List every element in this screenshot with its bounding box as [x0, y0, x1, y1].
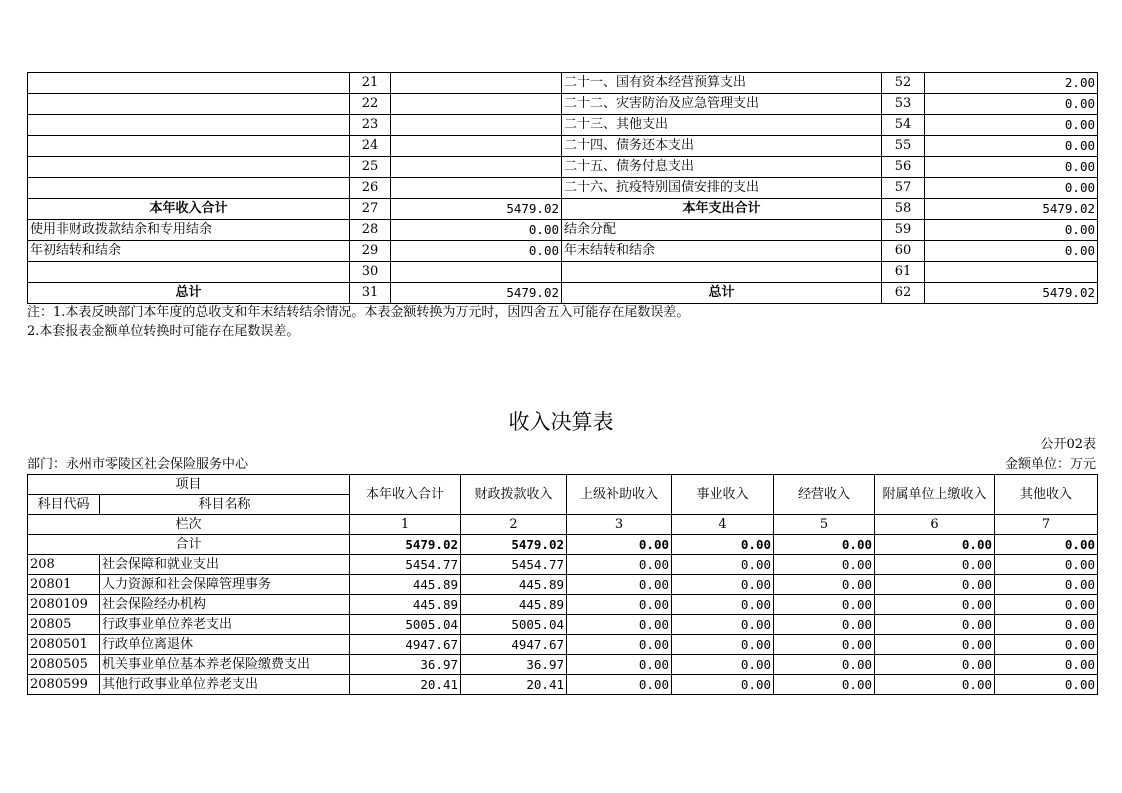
total-value: 0.00 — [672, 535, 774, 555]
summary-left-value: 5479.02 — [391, 199, 562, 220]
amount-cell: 0.00 — [774, 555, 875, 575]
summary-right-value: 0.00 — [925, 157, 1098, 178]
amount-cell: 0.00 — [995, 615, 1098, 635]
summary-right-value: 5479.02 — [925, 199, 1098, 220]
amount-cell: 0.00 — [875, 595, 995, 615]
summary-left-value — [391, 178, 562, 199]
summary-left-number: 21 — [350, 73, 391, 94]
summary-left-number: 28 — [350, 220, 391, 241]
summary-right-label: 二十一、国有资本经营预算支出 — [562, 73, 882, 94]
summary-left-label: 使用非财政拨款结余和专用结余 — [28, 220, 350, 241]
summary-right-label: 总计 — [562, 283, 882, 304]
summary-left-label — [28, 136, 350, 157]
summary-row — [28, 136, 1098, 157]
col-header: 附属单位上缴收入 — [875, 475, 995, 515]
summary-right-number: 58 — [882, 199, 925, 220]
summary-right-value: 0.00 — [925, 94, 1098, 115]
amount-cell: 0.00 — [567, 675, 672, 695]
column-number: 7 — [995, 515, 1098, 535]
summary-right-label: 年末结转和结余 — [562, 241, 882, 262]
amount-cell: 0.00 — [672, 595, 774, 615]
amount-cell: 5005.04 — [461, 615, 567, 635]
amount-cell: 0.00 — [875, 635, 995, 655]
summary-right-label: 二十三、其他支出 — [562, 115, 882, 136]
summary-right-value: 0.00 — [925, 241, 1098, 262]
summary-left-label — [28, 262, 350, 283]
total-value: 0.00 — [567, 535, 672, 555]
column-number: 3 — [567, 515, 672, 535]
amount-cell: 0.00 — [774, 595, 875, 615]
amount-cell: 0.00 — [567, 595, 672, 615]
amount-cell: 4947.67 — [350, 635, 461, 655]
column-number: 2 — [461, 515, 567, 535]
summary-right-number: 53 — [882, 94, 925, 115]
subject-code: 20801 — [28, 575, 100, 595]
amount-cell: 0.00 — [875, 555, 995, 575]
summary-left-number: 31 — [350, 283, 391, 304]
amount-cell: 0.00 — [672, 655, 774, 675]
amount-cell: 0.00 — [567, 655, 672, 675]
amount-cell: 0.00 — [567, 555, 672, 575]
amount-cell: 0.00 — [995, 575, 1098, 595]
summary-left-value — [391, 157, 562, 178]
summary-row — [28, 199, 1098, 220]
summary-right-number: 57 — [882, 178, 925, 199]
summary-row — [28, 94, 1098, 115]
column-number: 5 — [774, 515, 875, 535]
col-header: 财政拨款收入 — [461, 475, 567, 515]
amount-cell: 0.00 — [672, 555, 774, 575]
amount-cell: 0.00 — [995, 555, 1098, 575]
summary-right-label: 二十五、债务付息支出 — [562, 157, 882, 178]
unit-label: 金额单位：万元 — [1004, 457, 1096, 472]
amount-cell: 0.00 — [672, 635, 774, 655]
summary-right-number: 52 — [882, 73, 925, 94]
amount-cell: 0.00 — [995, 595, 1098, 615]
subject-code: 208 — [28, 555, 100, 575]
column-number: 4 — [672, 515, 774, 535]
amount-cell: 0.00 — [995, 655, 1098, 675]
summary-right-value: 0.00 — [925, 136, 1098, 157]
total-value: 5479.02 — [461, 535, 567, 555]
summary-left-value — [391, 115, 562, 136]
amount-cell: 0.00 — [875, 615, 995, 635]
summary-left-value: 5479.02 — [391, 283, 562, 304]
summary-row — [28, 73, 1098, 94]
amount-cell: 36.97 — [461, 655, 567, 675]
page-title: 收入决算表 — [508, 410, 614, 434]
summary-row — [28, 157, 1098, 178]
col-header: 本年收入合计 — [350, 475, 461, 515]
subject-code: 20805 — [28, 615, 100, 635]
total-label: 合计 — [28, 535, 350, 555]
summary-left-label: 本年收入合计 — [28, 199, 350, 220]
summary-right-label: 本年支出合计 — [562, 199, 882, 220]
summary-left-label: 总计 — [28, 283, 350, 304]
summary-left-number: 29 — [350, 241, 391, 262]
summary-table — [27, 72, 1098, 304]
summary-left-value — [391, 136, 562, 157]
amount-cell: 0.00 — [672, 615, 774, 635]
amount-cell: 4947.67 — [461, 635, 567, 655]
summary-right-value: 5479.02 — [925, 283, 1098, 304]
amount-cell: 0.00 — [875, 655, 995, 675]
amount-cell: 0.00 — [774, 615, 875, 635]
table-row — [28, 635, 1098, 655]
summary-left-number: 22 — [350, 94, 391, 115]
summary-right-label: 二十二、灾害防治及应急管理支出 — [562, 94, 882, 115]
amount-cell: 0.00 — [774, 635, 875, 655]
table-row — [28, 615, 1098, 635]
col-header: 其他收入 — [995, 475, 1098, 515]
subject-name: 其他行政事业单位养老支出 — [100, 675, 350, 695]
amount-cell: 0.00 — [875, 675, 995, 695]
summary-left-value — [391, 73, 562, 94]
summary-right-label: 二十六、抗疫特别国债安排的支出 — [562, 178, 882, 199]
summary-left-label — [28, 178, 350, 199]
amount-cell: 0.00 — [672, 675, 774, 695]
summary-right-label: 结余分配 — [562, 220, 882, 241]
department-label: 部门：永州市零陵区社会保险服务中心 — [27, 457, 249, 472]
summary-left-label — [28, 73, 350, 94]
summary-left-label — [28, 157, 350, 178]
amount-cell: 0.00 — [995, 635, 1098, 655]
summary-left-value: 0.00 — [391, 220, 562, 241]
amount-cell: 0.00 — [567, 575, 672, 595]
col-header: 经营收入 — [774, 475, 875, 515]
summary-right-value: 2.00 — [925, 73, 1098, 94]
subject-name: 机关事业单位基本养老保险缴费支出 — [100, 655, 350, 675]
subject-name: 行政事业单位养老支出 — [100, 615, 350, 635]
table-row — [28, 555, 1098, 575]
summary-row — [28, 115, 1098, 136]
summary-left-value — [391, 262, 562, 283]
summary-left-number: 27 — [350, 199, 391, 220]
summary-right-value: 0.00 — [925, 115, 1098, 136]
amount-cell: 0.00 — [567, 615, 672, 635]
summary-left-value — [391, 94, 562, 115]
total-value: 5479.02 — [350, 535, 461, 555]
amount-cell: 445.89 — [461, 575, 567, 595]
amount-cell: 5005.04 — [350, 615, 461, 635]
summary-row — [28, 262, 1098, 283]
summary-right-number: 61 — [882, 262, 925, 283]
summary-left-number: 30 — [350, 262, 391, 283]
table-row — [28, 675, 1098, 695]
summary-right-number: 54 — [882, 115, 925, 136]
header-item: 项目 — [28, 475, 350, 495]
amount-cell: 20.41 — [461, 675, 567, 695]
subject-code: 2080505 — [28, 655, 100, 675]
amount-cell: 0.00 — [774, 655, 875, 675]
table-row — [28, 575, 1098, 595]
summary-left-number: 24 — [350, 136, 391, 157]
amount-cell: 0.00 — [995, 675, 1098, 695]
summary-left-number: 26 — [350, 178, 391, 199]
subject-code: 2080599 — [28, 675, 100, 695]
summary-left-number: 23 — [350, 115, 391, 136]
column-number: 1 — [350, 515, 461, 535]
note-line-2: 2.本套报表金额单位转换时可能存在尾数误差。 — [27, 324, 300, 339]
amount-cell: 445.89 — [350, 575, 461, 595]
summary-right-number: 55 — [882, 136, 925, 157]
summary-right-number: 56 — [882, 157, 925, 178]
summary-left-number: 25 — [350, 157, 391, 178]
note-line-1: 注：1.本表反映部门本年度的总收支和年末结转结余情况。本表金额转换为万元时，因四舍五入可能存在尾数误差。 — [27, 305, 690, 320]
summary-right-label — [562, 262, 882, 283]
summary-left-label — [28, 115, 350, 136]
summary-left-label: 年初结转和结余 — [28, 241, 350, 262]
amount-cell: 445.89 — [461, 595, 567, 615]
summary-right-number: 60 — [882, 241, 925, 262]
amount-cell: 0.00 — [774, 575, 875, 595]
col-header: 上级补助收入 — [567, 475, 672, 515]
summary-right-value — [925, 262, 1098, 283]
summary-left-label — [28, 94, 350, 115]
summary-left-value: 0.00 — [391, 241, 562, 262]
amount-cell: 0.00 — [567, 635, 672, 655]
amount-cell: 5454.77 — [461, 555, 567, 575]
col-header: 事业收入 — [672, 475, 774, 515]
form-number: 公开02表 — [1040, 437, 1096, 452]
total-value: 0.00 — [995, 535, 1098, 555]
table-row — [28, 655, 1098, 675]
amount-cell: 0.00 — [774, 675, 875, 695]
total-value: 0.00 — [774, 535, 875, 555]
subject-code: 2080501 — [28, 635, 100, 655]
income-table — [27, 474, 1098, 695]
summary-row — [28, 283, 1098, 304]
column-label: 栏次 — [28, 515, 350, 535]
summary-right-value: 0.00 — [925, 220, 1098, 241]
summary-right-value: 0.00 — [925, 178, 1098, 199]
summary-row — [28, 220, 1098, 241]
total-value: 0.00 — [875, 535, 995, 555]
amount-cell: 36.97 — [350, 655, 461, 675]
summary-right-label: 二十四、债务还本支出 — [562, 136, 882, 157]
header-code: 科目代码 — [28, 495, 100, 515]
summary-right-number: 62 — [882, 283, 925, 304]
subject-name: 社会保险经办机构 — [100, 595, 350, 615]
amount-cell: 0.00 — [875, 575, 995, 595]
column-number: 6 — [875, 515, 995, 535]
subject-code: 2080109 — [28, 595, 100, 615]
amount-cell: 20.41 — [350, 675, 461, 695]
subject-name: 人力资源和社会保障管理事务 — [100, 575, 350, 595]
amount-cell: 5454.77 — [350, 555, 461, 575]
subject-name: 社会保障和就业支出 — [100, 555, 350, 575]
header-name: 科目名称 — [100, 495, 350, 515]
summary-row — [28, 178, 1098, 199]
amount-cell: 445.89 — [350, 595, 461, 615]
table-row — [28, 595, 1098, 615]
amount-cell: 0.00 — [672, 575, 774, 595]
summary-row — [28, 241, 1098, 262]
subject-name: 行政单位离退休 — [100, 635, 350, 655]
summary-right-number: 59 — [882, 220, 925, 241]
